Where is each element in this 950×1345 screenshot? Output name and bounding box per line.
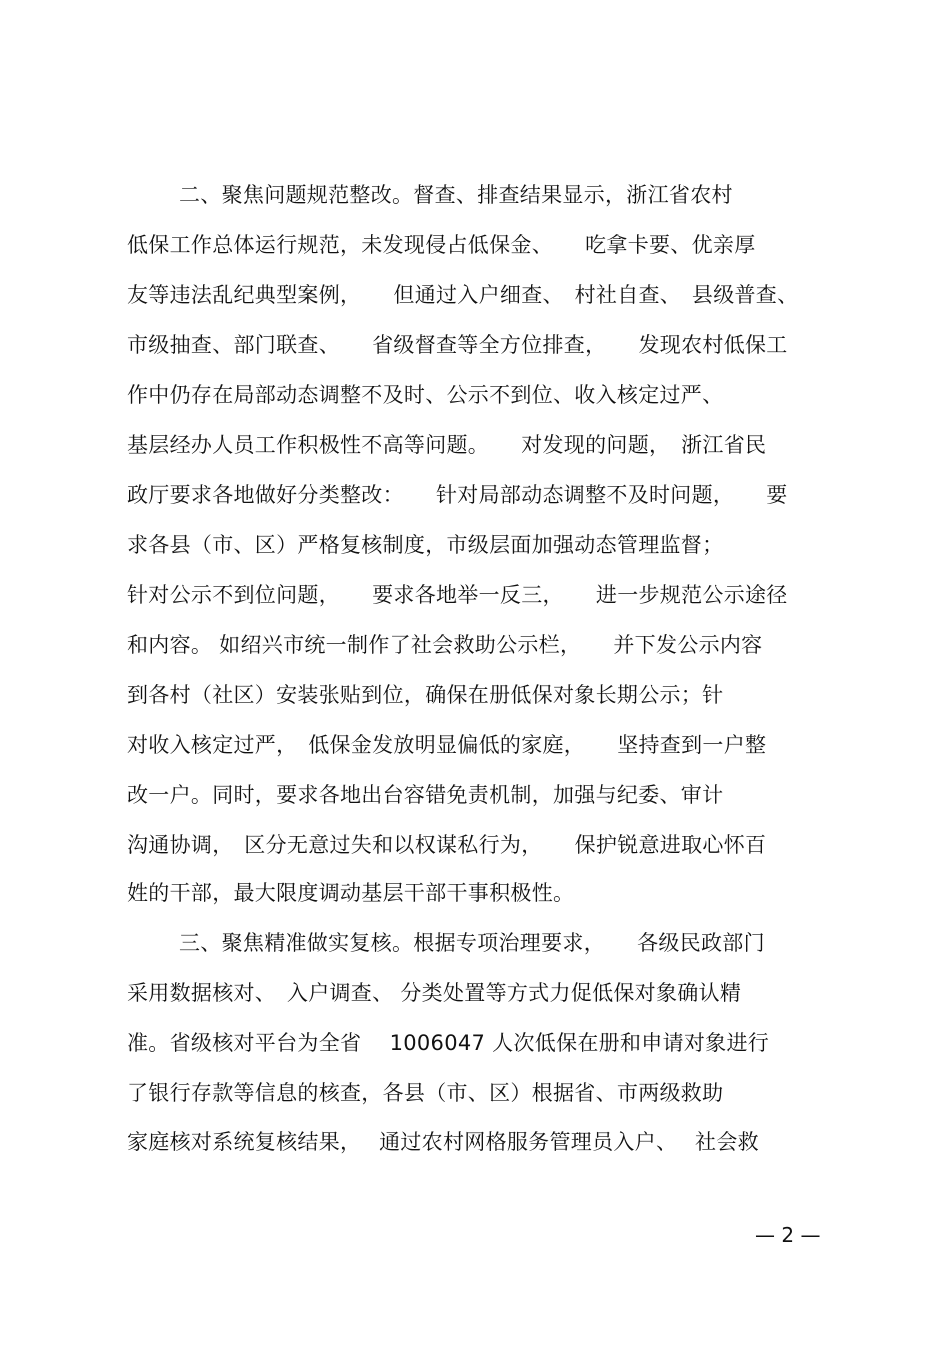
text-line: 二、聚焦问题规范整改。督查、排查结果显示，浙江省农村: [179, 183, 733, 207]
text-line: 了银行存款等信息的核查，各县（市、区）根据省、市两级救助: [127, 1081, 724, 1105]
text-line: 基层经办人员工作积极性不高等问题。 对发现的问题， 浙江省民: [127, 433, 767, 457]
text-line: 准。省级核对平台为全省 1006047 人次低保在册和申请对象进行: [127, 1031, 770, 1055]
text-line: 姓的干部，最大限度调动基层干部干事积极性。: [127, 881, 575, 905]
text-line: 到各村（社区）安装张贴到位，确保在册低保对象长期公示；针: [127, 683, 724, 707]
text-line: 低保工作总体运行规范，未发现侵占低保金、 吃拿卡要、优亲厚: [127, 233, 756, 257]
text-line: 对收入核定过严， 低保金发放明显偏低的家庭， 坚持查到一户整: [127, 733, 767, 757]
text-line: 三、聚焦精准做实复核。根据专项治理要求， 各级民政部门: [179, 931, 765, 955]
text-line: 市级抽查、部门联查、 省级督查等全方位排查， 发现农村低保工: [127, 333, 788, 357]
text-line: 友等违法乱纪典型案例， 但通过入户细查、 村社自查、 县级普查、: [127, 283, 799, 307]
text-line: 改一户。同时，要求各地出台容错免责机制，加强与纪委、审计: [127, 783, 724, 807]
text-line: 求各县（市、区）严格复核制度，市级层面加强动态管理监督；: [127, 533, 724, 557]
page-number: — 2 —: [755, 1223, 821, 1247]
text-line: 沟通协调， 区分无意过失和以权谋私行为， 保护锐意进取心怀百: [127, 833, 767, 857]
text-line: 作中仍存在局部动态调整不及时、公示不到位、收入核定过严、: [127, 383, 724, 407]
text-line: 采用数据核对、 入户调查、 分类处置等方式力促低保对象确认精: [127, 981, 742, 1005]
text-line: 政厅要求各地做好分类整改： 针对局部动态调整不及时问题， 要: [127, 483, 788, 507]
text-line: 和内容。 如绍兴市统一制作了社会救助公示栏， 并下发公示内容: [127, 633, 763, 657]
text-line: 家庭核对系统复核结果， 通过农村网格服务管理员入户、 社会救: [127, 1130, 759, 1154]
text-line: 针对公示不到位问题， 要求各地举一反三， 进一步规范公示途径: [127, 583, 788, 607]
